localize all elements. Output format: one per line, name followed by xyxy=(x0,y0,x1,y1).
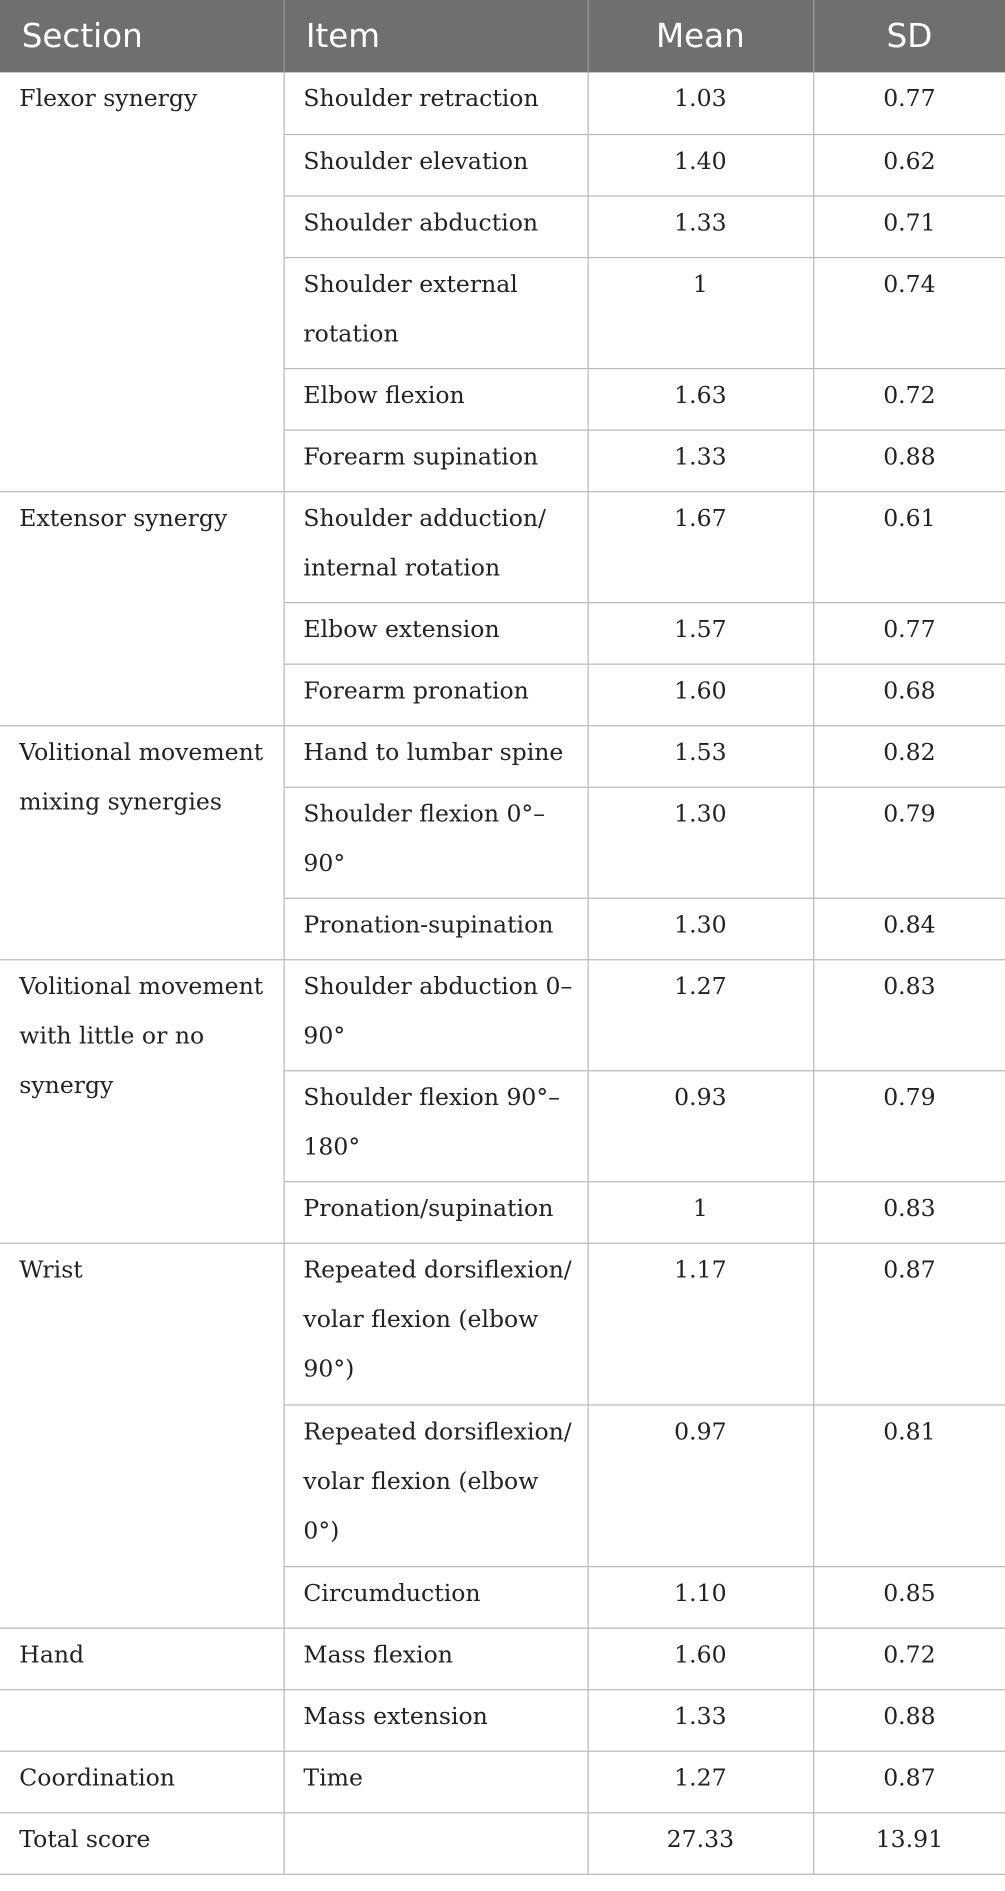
table-row xyxy=(0,491,1005,602)
sd-value: 0.87 xyxy=(883,1255,936,1284)
item-label: Circumduction xyxy=(303,1578,481,1607)
item-cell xyxy=(284,1751,588,1813)
item-label: Shoulder external rotation xyxy=(303,269,518,347)
item-cell xyxy=(284,1070,588,1181)
mean-value: 1.33 xyxy=(674,208,727,236)
item-label: Shoulder retraction xyxy=(303,84,539,113)
mean-cell xyxy=(588,134,814,196)
item-label: Hand to lumbar spine xyxy=(303,737,564,766)
item-label: Pronation/supination xyxy=(303,1193,554,1222)
item-label: Elbow flexion xyxy=(303,380,465,409)
section-cell xyxy=(0,959,284,1243)
mean-cell xyxy=(588,1751,814,1813)
item-cell xyxy=(284,1181,588,1243)
sd-cell xyxy=(813,959,1005,1070)
sd-cell xyxy=(813,1628,1005,1690)
mean-value: 1 xyxy=(692,269,708,298)
table-row xyxy=(0,1812,1005,1874)
mean-value: 1.53 xyxy=(674,737,727,766)
item-cell xyxy=(284,257,588,368)
item-cell xyxy=(284,1404,588,1566)
section-cell xyxy=(0,1628,284,1690)
sd-value: 0.83 xyxy=(883,1193,936,1222)
mean-cell xyxy=(588,1628,814,1690)
sd-value: 0.79 xyxy=(883,1082,936,1111)
sd-value: 0.88 xyxy=(883,1701,936,1730)
sd-value: 0.79 xyxy=(883,799,936,828)
item-label: Shoulder abduction xyxy=(303,208,539,236)
sd-value: 0.71 xyxy=(883,208,936,236)
sd-cell xyxy=(813,134,1005,196)
sd-value: 0.72 xyxy=(883,380,936,409)
sd-value: 0.84 xyxy=(883,910,936,939)
mean-value: 1.27 xyxy=(674,971,727,1000)
section-label: Hand xyxy=(19,1640,85,1668)
item-cell xyxy=(284,134,588,196)
sd-cell xyxy=(813,368,1005,430)
item-cell xyxy=(284,195,588,257)
sd-cell xyxy=(813,72,1005,134)
mean-value: 1.40 xyxy=(674,146,727,175)
mean-cell xyxy=(588,195,814,257)
sd-value: 0.83 xyxy=(883,971,936,1000)
mean-cell xyxy=(588,1070,814,1181)
item-cell xyxy=(284,72,588,134)
item-label: Repeated dorsiflexion/ volar flexion (elbow 90°) xyxy=(303,1255,572,1383)
item-cell xyxy=(284,664,588,726)
mean-cell xyxy=(588,257,814,368)
mean-value: 1.60 xyxy=(674,676,727,704)
mean-value: 1.60 xyxy=(674,1640,727,1668)
sd-cell xyxy=(813,1751,1005,1813)
mean-cell xyxy=(588,1566,814,1628)
sd-value: 0.61 xyxy=(883,503,936,532)
item-label: Shoulder elevation xyxy=(303,146,529,175)
sd-cell xyxy=(813,898,1005,960)
item-cell xyxy=(284,898,588,960)
sd-value: 13.91 xyxy=(875,1824,944,1853)
mean-value: 27.33 xyxy=(666,1824,735,1853)
mean-cell xyxy=(588,725,814,787)
item-cell xyxy=(284,1566,588,1628)
mean-cell xyxy=(588,368,814,430)
sd-cell xyxy=(813,1812,1005,1874)
item-cell xyxy=(284,725,588,787)
section-cell xyxy=(0,1812,284,1874)
sd-cell xyxy=(813,787,1005,898)
mean-cell xyxy=(588,1243,814,1405)
mean-value: 1.67 xyxy=(674,503,727,532)
table-row xyxy=(0,1628,1005,1690)
item-label: Forearm supination xyxy=(303,442,539,470)
item-cell xyxy=(284,959,588,1070)
mean-cell xyxy=(588,602,814,664)
item-label: Repeated dorsiflexion/ volar flexion (elbow 0°) xyxy=(303,1417,572,1544)
table-row xyxy=(0,72,1005,134)
section-label: Extensor synergy xyxy=(19,503,228,532)
sd-value: 0.82 xyxy=(883,737,936,766)
table-row xyxy=(0,959,1005,1070)
mean-value: 0.93 xyxy=(674,1082,727,1111)
table-row xyxy=(0,1243,1005,1405)
sd-value: 0.68 xyxy=(883,676,936,704)
table-row xyxy=(0,1689,1005,1751)
section-cell xyxy=(0,725,284,959)
item-cell xyxy=(284,1689,588,1751)
section-cell xyxy=(0,1751,284,1813)
mean-cell xyxy=(588,1404,814,1566)
mean-cell xyxy=(588,1689,814,1751)
mean-value: 1.33 xyxy=(674,442,727,470)
table-row xyxy=(0,725,1005,787)
item-label: Shoulder abduction 0–90° xyxy=(303,971,573,1050)
item-cell xyxy=(284,1812,588,1874)
section-label: Volitional movement mixing synergies xyxy=(19,737,264,815)
section-cell xyxy=(0,491,284,725)
mean-cell xyxy=(588,491,814,602)
sd-value: 0.72 xyxy=(883,1640,936,1668)
item-label: Forearm pronation xyxy=(303,676,529,704)
sd-cell xyxy=(813,1566,1005,1628)
sd-cell xyxy=(813,664,1005,726)
mean-cell xyxy=(588,959,814,1070)
header-mean: Mean xyxy=(588,0,814,72)
item-cell xyxy=(284,602,588,664)
mean-cell xyxy=(588,1181,814,1243)
item-label: Time xyxy=(303,1763,363,1792)
sd-value: 0.74 xyxy=(883,269,936,298)
mean-value: 1.27 xyxy=(674,1763,727,1792)
sd-cell xyxy=(813,602,1005,664)
mean-value: 1.10 xyxy=(674,1578,727,1607)
mean-value: 1.63 xyxy=(674,380,727,409)
mean-cell xyxy=(588,664,814,726)
sd-value: 0.81 xyxy=(883,1417,936,1445)
sd-cell xyxy=(813,195,1005,257)
sd-value: 0.62 xyxy=(883,146,936,175)
item-label: Shoulder flexion 90°–180° xyxy=(303,1082,560,1161)
mean-value: 1.30 xyxy=(674,910,727,939)
sd-value: 0.87 xyxy=(883,1763,936,1792)
header-item: Item xyxy=(284,0,588,72)
section-label: Volitional movement with little or no synergy xyxy=(19,971,264,1099)
mean-value: 0.97 xyxy=(674,1417,727,1445)
sd-value: 0.77 xyxy=(883,614,936,643)
section-cell xyxy=(0,72,284,491)
item-label: Shoulder flexion 0°–90° xyxy=(303,799,545,877)
mean-value: 1.30 xyxy=(674,799,727,828)
item-cell xyxy=(284,1628,588,1690)
mean-value: 1.33 xyxy=(674,1701,727,1730)
sd-cell xyxy=(813,491,1005,602)
sd-cell xyxy=(813,1181,1005,1243)
item-label: Shoulder adduction/ internal rotation xyxy=(303,503,546,581)
mean-value: 1 xyxy=(692,1193,708,1222)
section-cell xyxy=(0,1689,284,1751)
table-row xyxy=(0,1751,1005,1813)
mean-value: 1.57 xyxy=(674,614,727,643)
mean-cell xyxy=(588,430,814,492)
sd-cell xyxy=(813,1070,1005,1181)
item-label: Elbow extension xyxy=(303,614,500,643)
section-label: Coordination xyxy=(19,1763,175,1792)
item-cell xyxy=(284,368,588,430)
sd-value: 0.85 xyxy=(883,1578,936,1607)
mean-cell xyxy=(588,72,814,134)
item-label: Pronation-supination xyxy=(303,910,554,939)
section-label: Total score xyxy=(19,1824,151,1853)
item-cell xyxy=(284,430,588,492)
sd-cell xyxy=(813,1243,1005,1405)
sd-cell xyxy=(813,1404,1005,1566)
mean-cell xyxy=(588,787,814,898)
item-cell xyxy=(284,787,588,898)
sd-value: 0.88 xyxy=(883,442,936,470)
section-label: Wrist xyxy=(19,1255,83,1284)
item-cell xyxy=(284,491,588,602)
section-cell xyxy=(0,1243,284,1628)
section-label: Flexor synergy xyxy=(19,84,198,113)
item-label: Mass flexion xyxy=(303,1640,453,1668)
mean-cell xyxy=(588,898,814,960)
sd-cell xyxy=(813,430,1005,492)
header-row xyxy=(0,0,1005,72)
sd-cell xyxy=(813,257,1005,368)
header-section: Section xyxy=(0,0,284,72)
sd-cell xyxy=(813,1689,1005,1751)
mean-value: 1.03 xyxy=(674,84,727,113)
item-label: Mass extension xyxy=(303,1701,488,1730)
sd-value: 0.77 xyxy=(883,84,936,113)
mean-cell xyxy=(588,1812,814,1874)
item-cell xyxy=(284,1243,588,1405)
header-sd: SD xyxy=(813,0,1005,72)
sd-cell xyxy=(813,725,1005,787)
mean-value: 1.17 xyxy=(674,1255,727,1284)
